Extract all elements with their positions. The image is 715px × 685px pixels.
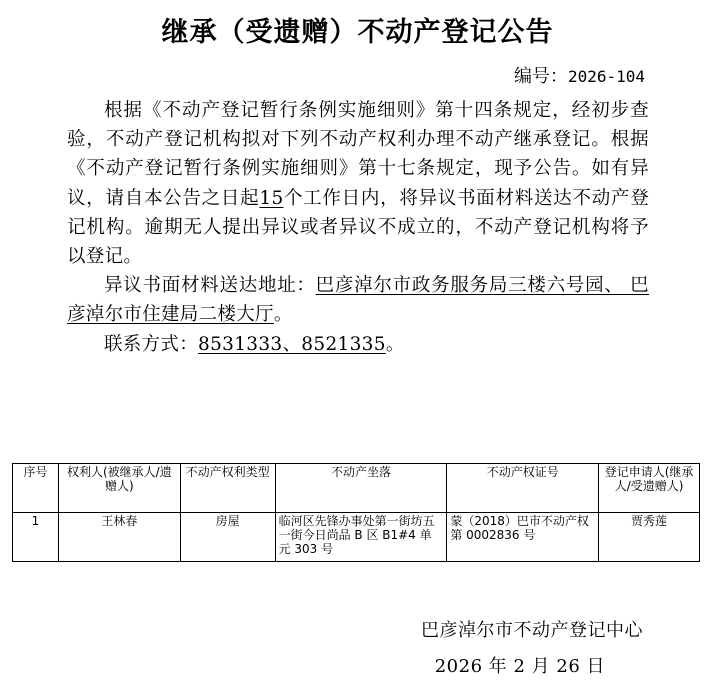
contact-end: 。: [385, 333, 405, 355]
cell-right-type: 房屋: [180, 513, 275, 562]
notice-paragraph: [67, 96, 649, 271]
header-location: 不动产坐落: [275, 464, 447, 513]
cell-applicant: 贾秀莲: [599, 513, 700, 562]
table-header-row: [13, 464, 700, 513]
paragraph-text: 根据《不动产登记暂行条例实施细则》第十四条规定，经初步查验，不动产登记机构拟对下列不动产权利办理不动产继承登记。根据《不动产登记暂行条例实施细则》第十七条规定，现予公告。如有异议，请自本公告之日起: [67, 100, 649, 209]
objection-address-paragraph: [67, 271, 649, 329]
contact-phone: 8531333、8521335: [198, 333, 386, 355]
objection-days: 15: [259, 187, 284, 209]
serial-label: 编号：: [513, 66, 568, 87]
header-right-type: 不动产权利类型: [180, 464, 275, 513]
table-row: [13, 513, 700, 562]
notice-body: [67, 96, 649, 359]
contact-paragraph: [67, 330, 649, 359]
cell-location: 临河区先锋办事处第一街坊五一街今日尚品 B 区 B1#4 单元 303 号: [275, 513, 447, 562]
cell-certificate: 蒙（2018）巴市不动产权第 0002836 号: [447, 513, 599, 562]
header-certificate: 不动产权证号: [447, 464, 599, 513]
cell-owner: 王林春: [58, 513, 180, 562]
serial-value: 2026-104: [567, 67, 645, 86]
paragraph-text-rest: 个工作日内，将异议书面材料送达不动产登记机构。逾期无人提出异议或者异议不成立的，不动产登记机构将予以登记。: [67, 187, 649, 268]
cell-index: 1: [13, 513, 59, 562]
notice-title: 继承（受遗赠）不动产登记公告: [161, 17, 554, 48]
address-end: 。: [273, 304, 293, 326]
header-index: 序号: [13, 464, 59, 513]
header-owner: 权利人(被继承人/遗赠人): [58, 464, 180, 513]
issue-date: 2026 年 2 月 26 日: [434, 656, 605, 677]
address-label: 异议书面材料送达地址：: [104, 275, 316, 297]
property-table: [12, 463, 700, 562]
issuing-organization: 巴彦淖尔市不动产登记中心: [421, 620, 643, 641]
header-applicant: 登记申请人(继承人/受遗赠人): [599, 464, 700, 513]
objection-address: 巴彦淖尔市政务服务局三楼六号园、 巴彦淖尔市住建局二楼大厅: [67, 275, 649, 326]
contact-label: 联系方式：: [104, 333, 199, 355]
serial-number: [514, 62, 645, 88]
